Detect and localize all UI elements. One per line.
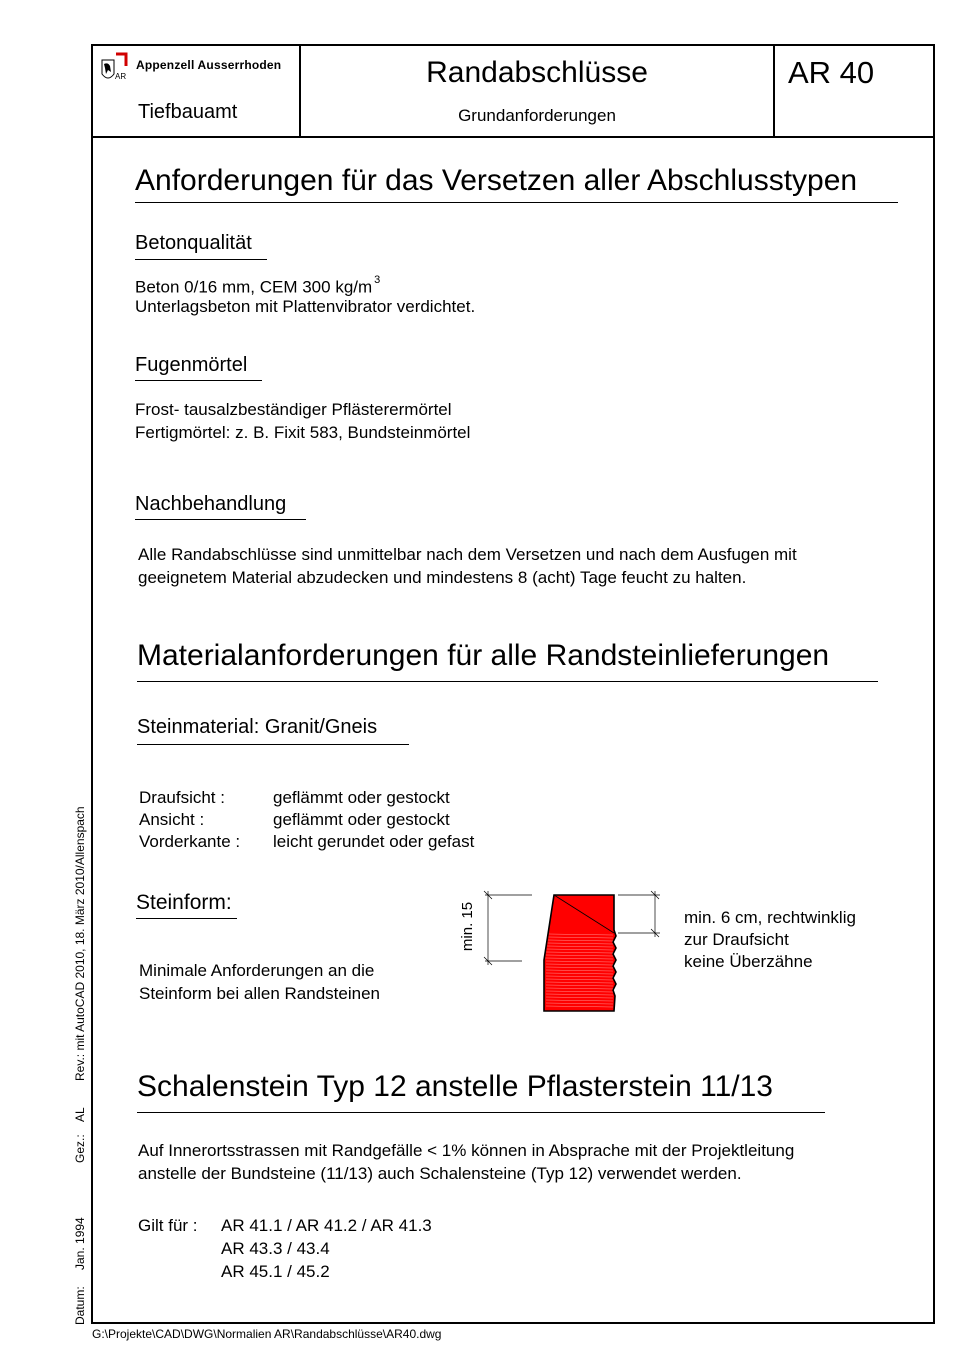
file-path: G:\Projekte\CAD\DWG\Normalien AR\Randabschlüsse\AR40.dwg — [92, 1327, 442, 1341]
nachbehandlung-line-1: Alle Randabschlüsse sind unmittelbar nach dem Versetzen und nach dem Ausfugen mit — [138, 545, 797, 564]
stein-row-1-label: Draufsicht : — [139, 788, 225, 807]
heading-material: Materialanforderungen für alle Randsteinlieferungen — [137, 639, 830, 672]
sidebar-datum-label: Datum: — [73, 1286, 87, 1325]
heading-steinform: Steinform: — [136, 891, 232, 914]
svg-text:AR: AR — [115, 72, 127, 81]
org-name: Appenzell Ausserrhoden — [136, 58, 282, 72]
beton-line-1-sup: 3 — [374, 274, 381, 286]
fugen-line-1: Frost- tausalzbeständiger Pflästerermörtel — [135, 400, 452, 419]
steinform-note-line-1: min. 6 cm, rechtwinklig — [684, 908, 856, 927]
heading-schalenstein: Schalenstein Typ 12 anstelle Pflasterstein 11/13 — [137, 1070, 773, 1103]
heading-steinmaterial: Steinmaterial: Granit/Gneis — [137, 716, 378, 738]
gilt-fuer-label: Gilt für : — [138, 1216, 198, 1235]
stein-row-1-value: geflämmt oder gestockt — [273, 788, 450, 807]
heading-material-underline — [137, 681, 878, 682]
header-divider — [91, 136, 935, 138]
heading-steinform-underline — [136, 918, 237, 919]
steinform-note-line-3: keine Überzähne — [684, 952, 813, 971]
heading-betonqualitaet: Betonqualität — [135, 232, 252, 254]
steinform-desc-line-2: Steinform bei allen Randsteinen — [139, 984, 380, 1003]
steinform-desc-line-1: Minimale Anforderungen an die — [139, 961, 375, 980]
schalen-line-2: anstelle der Bundsteine (11/13) auch Schalensteine (Typ 12) verwendet werden. — [138, 1164, 742, 1183]
heading-fugenmoertel-underline — [135, 380, 262, 381]
heading-schalenstein-underline — [137, 1112, 825, 1113]
sidebar-gez-value: AL — [73, 1107, 87, 1122]
heading-fugenmoertel: Fugenmörtel — [135, 354, 248, 376]
schalen-line-1: Auf Innerortsstrassen mit Randgefälle < 1% können in Absprache mit der Projektleitung — [138, 1141, 795, 1160]
fugen-line-2: Fertigmörtel: z. B. Fixit 583, Bundsteinmörtel — [135, 423, 471, 442]
page-subtitle: Grundanforderungen — [458, 106, 616, 125]
heading-versetzen-underline — [135, 202, 898, 203]
stein-row-2-value: geflämmt oder gestockt — [273, 810, 450, 829]
gilt-fuer-value-2: AR 43.3 / 43.4 — [221, 1239, 330, 1258]
heading-versetzen: Anforderungen für das Versetzen aller Abschlusstypen — [135, 164, 858, 197]
stein-row-3-label: Vorderkante : — [139, 832, 241, 851]
page-title: Randabschlüsse — [426, 56, 648, 89]
department-label: Tiefbauamt — [138, 101, 238, 123]
stein-row-3-value: leicht gerundet oder gefast — [273, 832, 475, 851]
stone-profile-diagram — [460, 880, 680, 1020]
heading-betonqualitaet-underline — [135, 259, 267, 260]
sidebar-gez-label: Gez.: — [73, 1134, 87, 1163]
stein-row-2-label: Ansicht : — [139, 810, 205, 829]
revision-sidebar — [71, 795, 91, 1325]
coat-of-arms-logo — [100, 52, 130, 86]
sidebar-datum-value: Jan. 1994 — [73, 1217, 87, 1270]
beton-line-1-text: Beton 0/16 mm, CEM 300 kg/m — [135, 277, 373, 297]
steinform-note-line-2: zur Draufsicht — [684, 930, 789, 949]
sidebar-revision: Rev.: mit AutoCAD 2010, 18. März 2010/Allenspach — [73, 806, 87, 1081]
beton-line-2: Unterlagsbeton mit Plattenvibrator verdichtet. — [135, 297, 476, 316]
nachbehandlung-line-2: geeignetem Material abzudecken und mindestens 8 (acht) Tage feucht zu halten. — [138, 568, 747, 587]
heading-steinmaterial-underline — [137, 744, 409, 745]
dim-label-min-15: min. 15 — [459, 901, 477, 952]
heading-nachbehandlung-underline — [135, 519, 306, 520]
gilt-fuer-value-1: AR 41.1 / AR 41.2 / AR 41.3 — [221, 1216, 432, 1235]
heading-nachbehandlung: Nachbehandlung — [135, 493, 287, 515]
header-separator-right — [773, 44, 775, 137]
gilt-fuer-value-3: AR 45.1 / 45.2 — [221, 1262, 330, 1281]
document-code: AR 40 — [788, 55, 875, 90]
